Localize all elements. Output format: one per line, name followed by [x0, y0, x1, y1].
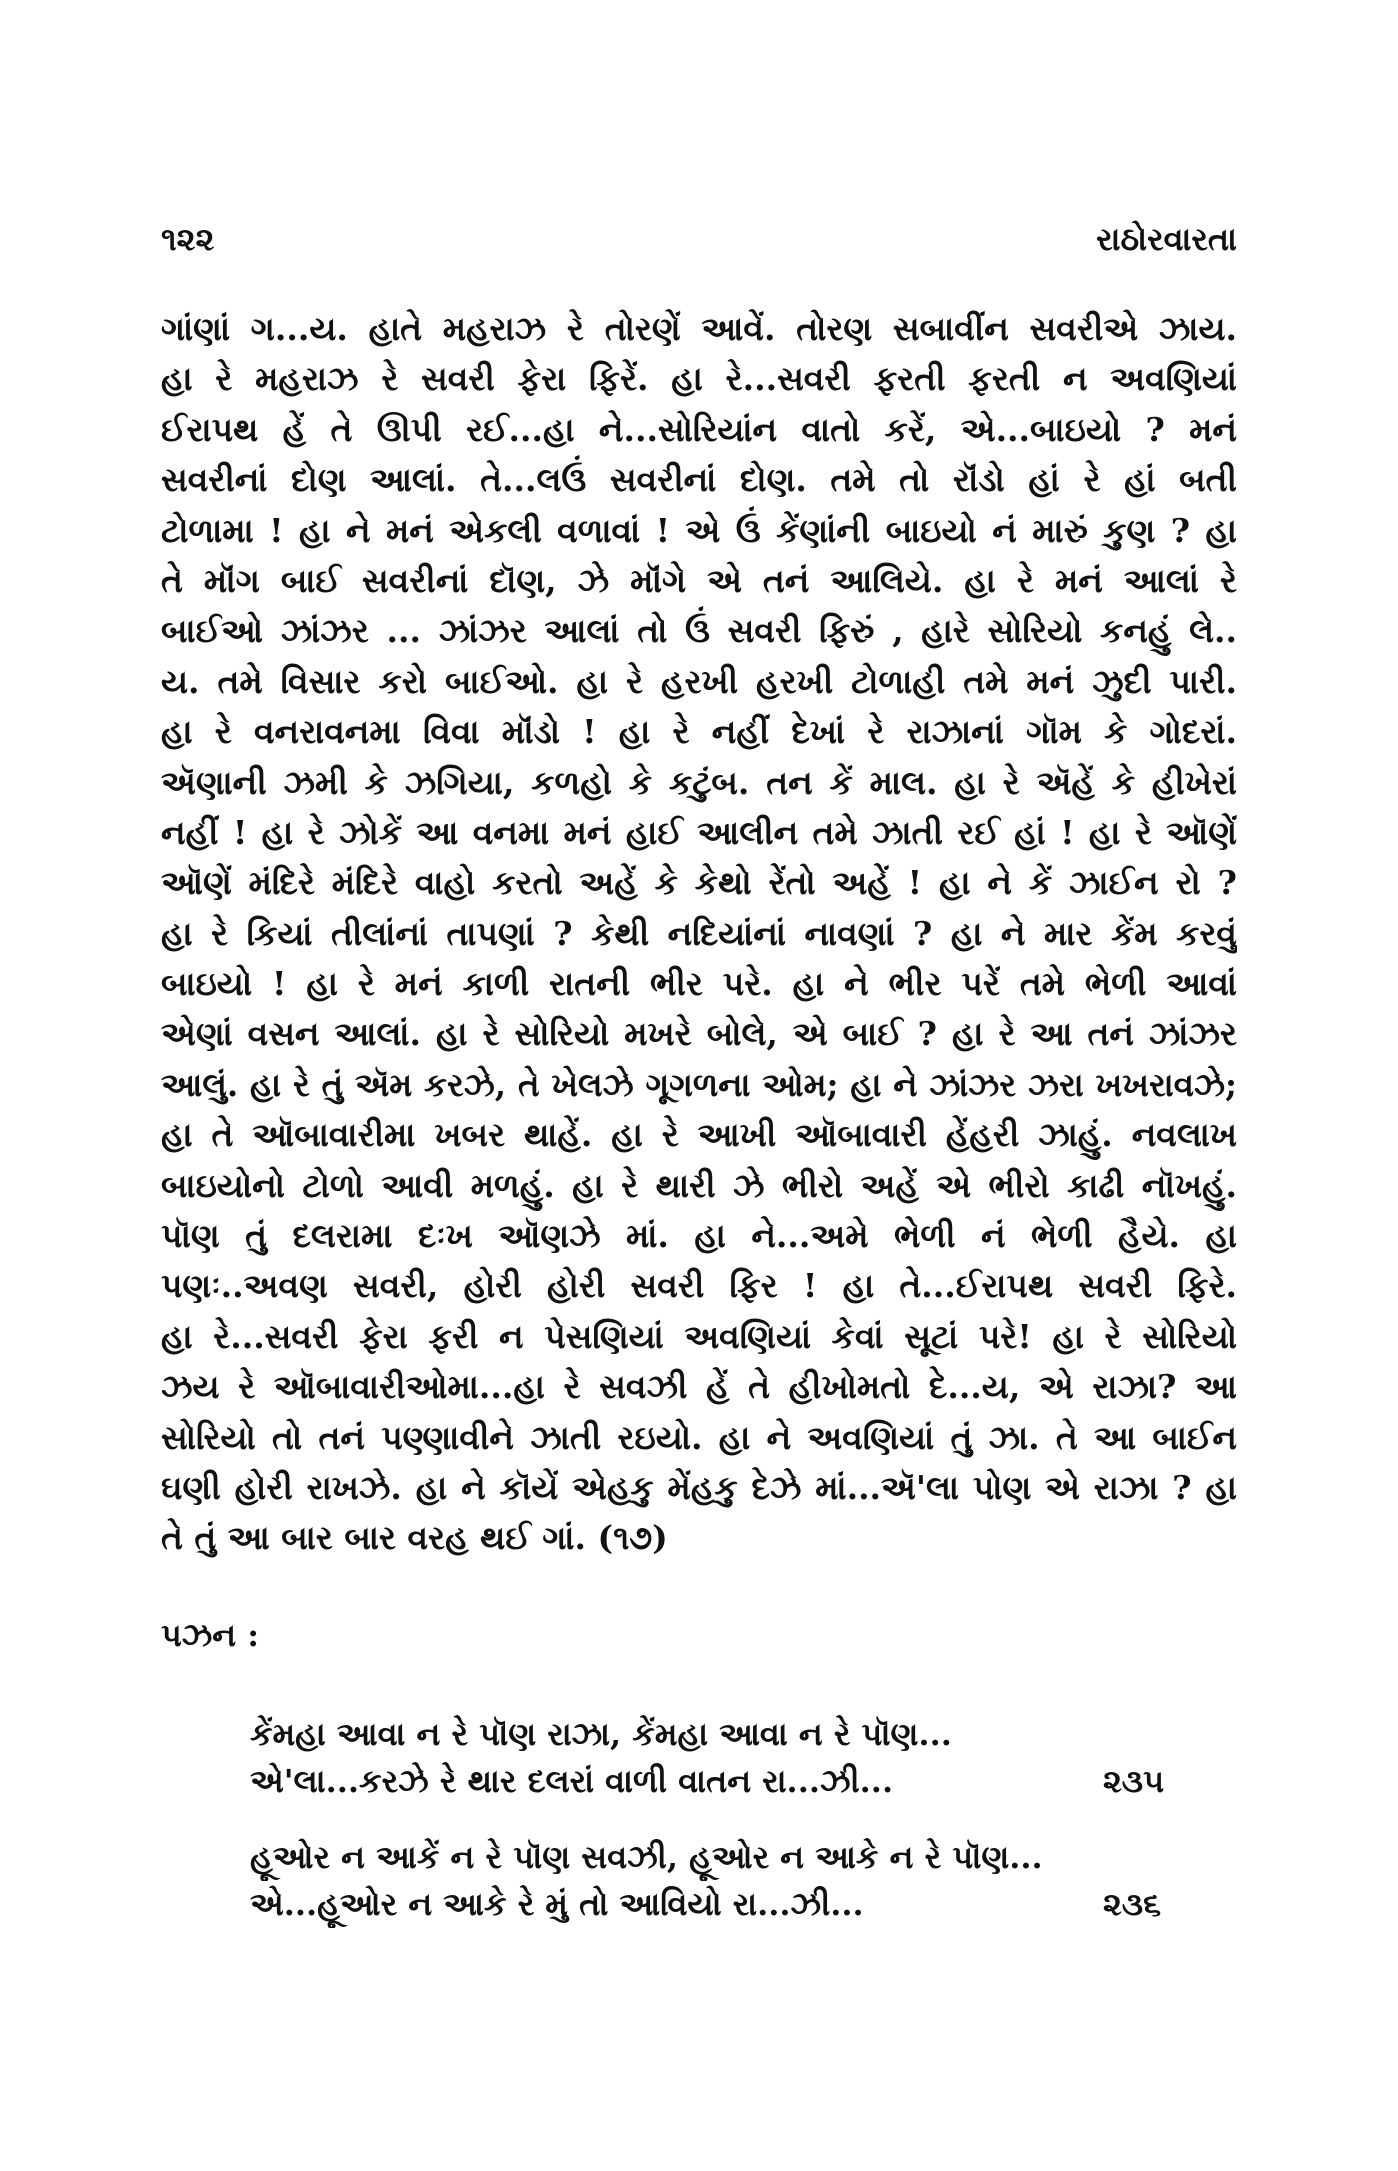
page-header	[161, 214, 1237, 264]
paragraph-line: હા તે ઑબાવારીમા ખબર થાહેં. હા રે આખી ઑબાવારી હેંહરી ઝાહું. નવલાખ	[161, 1115, 1237, 1155]
paragraph-line: હા રે મહરાઝ રે સવરી ફેરા ફિરેં. હા રે...સવરી ફરતી ફરતી ન અવણિયાં	[161, 359, 1237, 399]
paragraph-line-last: તે તું આ બાર બાર વરહ થઈ ગાં. (૧૭)	[161, 1518, 668, 1558]
paragraph-line: બાઇયો ! હા રે મનં કાળી રાતની ભીર પરે. હા ને ભીર પરેં તમે ભેળી આવાં	[161, 964, 1237, 1004]
section-label: પઝન :	[161, 1616, 260, 1654]
paragraph-line: સોરિયો તો તનં પણ્ણાવીને ઝાતી રઇયો. હા ને અવણિયાં તું ઝા. તે આ બાઈન	[161, 1417, 1237, 1457]
paragraph-line: બાઈઓ ઝાંઝર ... ઝાંઝર આલાં તો ઉં સવરી ફિરું , હારે સોરિયો કનહું લે..	[161, 611, 1237, 651]
verse-text: એ...હૂઓર ન આકે રે મું તો આવિયો રા...ઝી...	[250, 1885, 864, 1923]
paragraph-line: પૉણ તું દલરામા દઃખ ઑણઝે માં. હા ને...અમે ભેળી નં ભેળી હૈયે. હા	[161, 1216, 1237, 1256]
paragraph-line: ઈરાપથ હેં તે ઊપી રઈ...હા ને...સોરિયાંન વાતો કરેં, એ...બાઇયો ? મનં	[161, 409, 1237, 449]
paragraph-line: તે મૉંગ બાઈ સવરીનાં દૉણ, ઝે મૉંગે એ તનં આલિયે. હા રે મનં આલાં રે	[161, 560, 1237, 600]
paragraph-line: હા રે...સવરી ફેરા ફરી ન પેસણિયાં અવણિયાં કેવાં સૂટાં પરે! હા રે સોરિયો	[161, 1316, 1237, 1356]
verse-text: હૂઓર ન આકેં ન રે પૉણ સવઝી, હૂઓર ન આકે ન રે પૉણ...	[250, 1838, 1043, 1876]
paragraph-line: હા રે વનરાવનમા વિવા મૉંડો ! હા રે નહીં દેખાં રે રાઝાનાં ગૉમ કે ગોદરાં.	[161, 712, 1237, 752]
verse-line	[250, 1834, 1210, 1881]
paragraph-line: પણઃ..અવણ સવરી, હોરી હોરી સવરી ફિર ! હા તે...ઈરાપથ સવરી ફિરે.	[161, 1266, 1237, 1306]
paragraph-line: હા રે કિયાં તીલાંનાં તાપણાં ? કેથી નદિયાંનાં નાવણાં ? હા ને માર કેંમ કરવું	[161, 913, 1237, 953]
paragraph-line: નહીં ! હા રે ઝોકેં આ વનમા મનં હાઈ આલીન તમે ઝાતી રઈ હાં ! હા રે ઑણેં	[161, 812, 1237, 852]
paragraph-line: ઑણેં મંદિરે મંદિરે વાહો કરતો અહેં કે કેથો રેંતો અહેં ! હા ને કેં ઝાઈન રો ?	[161, 863, 1237, 903]
paragraph-line: ય. તમે વિસાર કરો બાઈઓ. હા રે હરખી હરખી ટોળાહી તમે મનં ઝુદી પારી.	[161, 661, 1237, 701]
prose-paragraph	[161, 304, 1237, 1564]
verse-line	[250, 1881, 1210, 1928]
verse-number: ૨૩૬	[1103, 1885, 1162, 1923]
paragraph-line: સવરીનાં દોણ આલાં. તે...લઉં સવરીનાં દોણ. તમે તો રૉંડો હાં રે હાં બતી	[161, 460, 1237, 500]
verse-number: ૨૩૫	[1103, 1762, 1165, 1800]
page-number: ૧૨૨	[161, 220, 215, 258]
paragraph-line: આલું. હા રે તું ઍમ કરઝે, તે ખેલઝે ગૂગળના ઓમ; હા ને ઝાંઝર ઝરા ખખરાવઝે;	[161, 1064, 1237, 1104]
paragraph-line: ઝય રે ઑબાવારીઓમા...હા રે સવઝી હેં તે હીખોમતો દે...ય, એ રાઝા? આ	[161, 1367, 1237, 1407]
paragraph-line: ઘણી હોરી રાખઝે. હા ને કૉયેં એહકુ મેંહકુ દેઝે માં...ઍ'લા પોણ એ રાઝા ? હા	[161, 1467, 1237, 1507]
paragraph-line: ટોળામા ! હા ને મનં એકલી વળાવાં ! એ ઉં કેંણાંની બાઇયો નં મારું કુણ ? હા	[161, 510, 1237, 550]
verse-text: કેંમહા આવા ન રે પૉણ રાઝા, કેંમહા આવા ન રે પૉણ...	[250, 1715, 952, 1753]
verse-line	[250, 1758, 1210, 1805]
verse-line	[250, 1711, 1210, 1758]
running-title: રાઠોરવારતા	[1096, 220, 1237, 258]
paragraph-line: એણાં વસન આલાં. હા રે સોરિયો મખરે બોલે, એ બાઈ ? હા રે આ તનં ઝાંઝર	[161, 1014, 1237, 1054]
paragraph-line: બાઇયોનો ટોળો આવી મળહું. હા રે થારી ઝે ભીરો અહેં એ ભીરો કાઢી નૉખહું.	[161, 1165, 1237, 1205]
verse-stanza	[250, 1711, 1210, 1805]
paragraph-line: ઍણાની ઝમી કે ઝગિયા, કળહો કે કટુંબ. તન કેં માલ. હા રે ઍહેં કે હીખેરાં	[161, 762, 1237, 802]
paragraph-line: ગાંણાં ગ...ય. હાતે મહરાઝ રે તોરણેં આવેં. તોરણ સબાવીંન સવરીએ ઝાય.	[161, 309, 1237, 348]
verse-text: એ'લા...કરઝે રે થાર દલરાં વાળી વાતન રા...ઝી...	[250, 1762, 894, 1800]
verse-stanza	[250, 1834, 1210, 1928]
